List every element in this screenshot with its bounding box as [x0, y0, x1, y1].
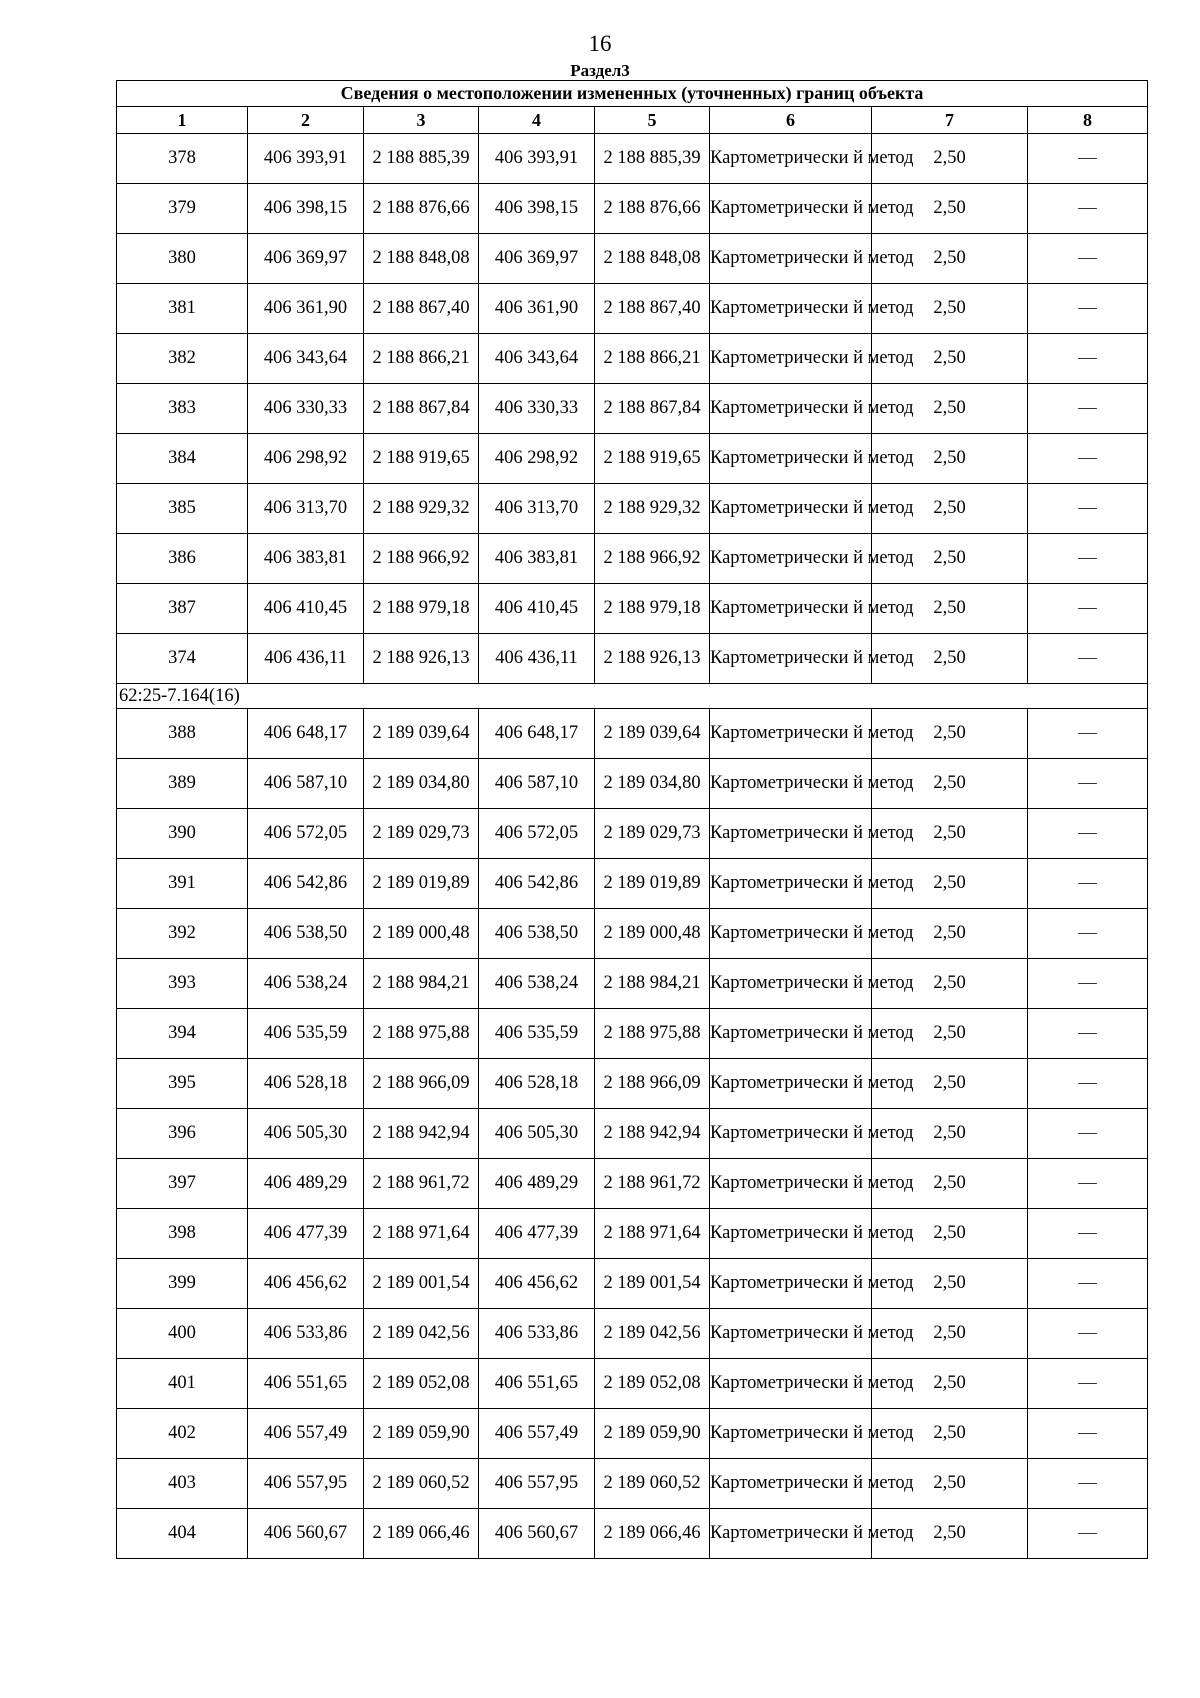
x-existing-cell: 406 330,33	[248, 384, 364, 434]
y-existing-cell: 2 189 066,46	[364, 1509, 479, 1559]
column-number: 6	[710, 107, 872, 134]
table-row	[117, 584, 1148, 634]
y-refined-cell: 2 189 039,64	[595, 709, 710, 759]
point-number-cell: 385	[117, 484, 248, 534]
point-number-cell: 380	[117, 234, 248, 284]
x-existing-cell: 406 477,39	[248, 1209, 364, 1259]
method-cell: Картометрически й метод	[710, 234, 872, 284]
precision-cell: 2,50	[872, 1109, 1028, 1159]
y-existing-cell: 2 188 885,39	[364, 134, 479, 184]
description-cell: —	[1028, 1359, 1148, 1409]
table-row	[117, 284, 1148, 334]
description-cell: —	[1028, 484, 1148, 534]
method-cell: Картометрически й метод	[710, 859, 872, 909]
method-cell: Картометрически й метод	[710, 134, 872, 184]
x-existing-cell: 406 648,17	[248, 709, 364, 759]
x-refined-cell: 406 313,70	[479, 484, 595, 534]
y-refined-cell: 2 188 866,21	[595, 334, 710, 384]
method-cell: Картометрически й метод	[710, 959, 872, 1009]
description-cell: —	[1028, 584, 1148, 634]
column-number: 3	[364, 107, 479, 134]
x-existing-cell: 406 535,59	[248, 1009, 364, 1059]
x-existing-cell: 406 542,86	[248, 859, 364, 909]
description-cell: —	[1028, 1459, 1148, 1509]
precision-cell: 2,50	[872, 334, 1028, 384]
precision-cell: 2,50	[872, 909, 1028, 959]
precision-cell: 2,50	[872, 634, 1028, 684]
x-refined-cell: 406 330,33	[479, 384, 595, 434]
y-existing-cell: 2 188 984,21	[364, 959, 479, 1009]
point-number-cell: 395	[117, 1059, 248, 1109]
table-body	[117, 134, 1148, 1559]
precision-cell: 2,50	[872, 1159, 1028, 1209]
description-cell: —	[1028, 384, 1148, 434]
y-refined-cell: 2 188 984,21	[595, 959, 710, 1009]
point-number-cell: 399	[117, 1259, 248, 1309]
y-refined-cell: 2 188 876,66	[595, 184, 710, 234]
y-refined-cell: 2 188 971,64	[595, 1209, 710, 1259]
page-number: 16	[588, 31, 612, 56]
description-cell: —	[1028, 809, 1148, 859]
precision-cell: 2,50	[872, 1359, 1028, 1409]
x-refined-cell: 406 489,29	[479, 1159, 595, 1209]
x-refined-cell: 406 587,10	[479, 759, 595, 809]
x-existing-cell: 406 557,95	[248, 1459, 364, 1509]
y-refined-cell: 2 189 001,54	[595, 1259, 710, 1309]
x-existing-cell: 406 557,49	[248, 1409, 364, 1459]
precision-cell: 2,50	[872, 434, 1028, 484]
method-cell: Картометрически й метод	[710, 759, 872, 809]
x-refined-cell: 406 343,64	[479, 334, 595, 384]
x-refined-cell: 406 528,18	[479, 1059, 595, 1109]
y-existing-cell: 2 188 966,92	[364, 534, 479, 584]
table-row	[117, 1059, 1148, 1109]
point-number-cell: 381	[117, 284, 248, 334]
method-cell: Картометрически й метод	[710, 1059, 872, 1109]
method-cell: Картометрически й метод	[710, 809, 872, 859]
y-existing-cell: 2 189 059,90	[364, 1409, 479, 1459]
point-number-cell: 386	[117, 534, 248, 584]
method-cell: Картометрически й метод	[710, 909, 872, 959]
x-refined-cell: 406 557,95	[479, 1459, 595, 1509]
precision-cell: 2,50	[872, 1009, 1028, 1059]
point-number-cell: 393	[117, 959, 248, 1009]
y-existing-cell: 2 189 060,52	[364, 1459, 479, 1509]
point-number-cell: 388	[117, 709, 248, 759]
x-refined-cell: 406 361,90	[479, 284, 595, 334]
table-row	[117, 1159, 1148, 1209]
table-row	[117, 484, 1148, 534]
method-cell: Картометрически й метод	[710, 1359, 872, 1409]
x-existing-cell: 406 369,97	[248, 234, 364, 284]
precision-cell: 2,50	[872, 284, 1028, 334]
description-cell: —	[1028, 534, 1148, 584]
precision-cell: 2,50	[872, 584, 1028, 634]
y-refined-cell: 2 188 975,88	[595, 1009, 710, 1059]
description-cell: —	[1028, 184, 1148, 234]
point-number-cell: 397	[117, 1159, 248, 1209]
section-title: Раздел3	[570, 61, 630, 80]
method-cell: Картометрически й метод	[710, 284, 872, 334]
x-existing-cell: 406 343,64	[248, 334, 364, 384]
precision-cell: 2,50	[872, 809, 1028, 859]
table-row	[117, 1109, 1148, 1159]
x-existing-cell: 406 393,91	[248, 134, 364, 184]
y-refined-cell: 2 188 929,32	[595, 484, 710, 534]
description-cell: —	[1028, 334, 1148, 384]
description-cell: —	[1028, 959, 1148, 1009]
y-existing-cell: 2 188 926,13	[364, 634, 479, 684]
y-refined-cell: 2 189 034,80	[595, 759, 710, 809]
description-cell: —	[1028, 1109, 1148, 1159]
y-existing-cell: 2 188 866,21	[364, 334, 479, 384]
precision-cell: 2,50	[872, 1309, 1028, 1359]
table-row	[117, 634, 1148, 684]
precision-cell: 2,50	[872, 959, 1028, 1009]
y-refined-cell: 2 188 966,09	[595, 1059, 710, 1109]
point-number-cell: 403	[117, 1459, 248, 1509]
point-number-cell: 401	[117, 1359, 248, 1409]
precision-cell: 2,50	[872, 1259, 1028, 1309]
y-existing-cell: 2 188 919,65	[364, 434, 479, 484]
precision-cell: 2,50	[872, 1409, 1028, 1459]
x-refined-cell: 406 456,62	[479, 1259, 595, 1309]
description-cell: —	[1028, 909, 1148, 959]
description-cell: —	[1028, 284, 1148, 334]
description-cell: —	[1028, 1159, 1148, 1209]
y-existing-cell: 2 188 876,66	[364, 184, 479, 234]
y-existing-cell: 2 189 029,73	[364, 809, 479, 859]
point-number-cell: 390	[117, 809, 248, 859]
y-existing-cell: 2 189 034,80	[364, 759, 479, 809]
table-row	[117, 384, 1148, 434]
precision-cell: 2,50	[872, 134, 1028, 184]
precision-cell: 2,50	[872, 1459, 1028, 1509]
y-existing-cell: 2 188 867,40	[364, 284, 479, 334]
y-existing-cell: 2 189 052,08	[364, 1359, 479, 1409]
x-existing-cell: 406 298,92	[248, 434, 364, 484]
x-existing-cell: 406 456,62	[248, 1259, 364, 1309]
description-cell: —	[1028, 709, 1148, 759]
description-cell: —	[1028, 859, 1148, 909]
column-number: 4	[479, 107, 595, 134]
description-cell: —	[1028, 1509, 1148, 1559]
x-refined-cell: 406 572,05	[479, 809, 595, 859]
precision-cell: 2,50	[872, 534, 1028, 584]
description-cell: —	[1028, 434, 1148, 484]
precision-cell: 2,50	[872, 1509, 1028, 1559]
column-number: 2	[248, 107, 364, 134]
point-number-cell: 404	[117, 1509, 248, 1559]
table-row	[117, 534, 1148, 584]
y-existing-cell: 2 189 039,64	[364, 709, 479, 759]
y-existing-cell: 2 189 001,54	[364, 1259, 479, 1309]
x-existing-cell: 406 361,90	[248, 284, 364, 334]
y-refined-cell: 2 188 867,40	[595, 284, 710, 334]
y-existing-cell: 2 189 000,48	[364, 909, 479, 959]
y-existing-cell: 2 188 971,64	[364, 1209, 479, 1259]
point-number-cell: 384	[117, 434, 248, 484]
group-label: 62:25-7.164(16)	[117, 684, 1148, 709]
table-row	[117, 334, 1148, 384]
point-number-cell: 382	[117, 334, 248, 384]
method-cell: Картометрически й метод	[710, 1009, 872, 1059]
x-refined-cell: 406 410,45	[479, 584, 595, 634]
x-refined-cell: 406 535,59	[479, 1009, 595, 1059]
table-row	[117, 1359, 1148, 1409]
x-refined-cell: 406 298,92	[479, 434, 595, 484]
description-cell: —	[1028, 1409, 1148, 1459]
table-row	[117, 1009, 1148, 1059]
table-row	[117, 1259, 1148, 1309]
description-cell: —	[1028, 759, 1148, 809]
point-number-cell: 396	[117, 1109, 248, 1159]
description-cell: —	[1028, 234, 1148, 284]
x-refined-cell: 406 477,39	[479, 1209, 595, 1259]
method-cell: Картометрически й метод	[710, 1159, 872, 1209]
description-cell: —	[1028, 1309, 1148, 1359]
table-row	[117, 909, 1148, 959]
table-row	[117, 959, 1148, 1009]
x-existing-cell: 406 528,18	[248, 1059, 364, 1109]
x-existing-cell: 406 398,15	[248, 184, 364, 234]
y-existing-cell: 2 188 975,88	[364, 1009, 479, 1059]
method-cell: Картометрически й метод	[710, 1109, 872, 1159]
description-cell: —	[1028, 1209, 1148, 1259]
table-row	[117, 1209, 1148, 1259]
method-cell: Картометрически й метод	[710, 634, 872, 684]
point-number-cell: 394	[117, 1009, 248, 1059]
x-existing-cell: 406 505,30	[248, 1109, 364, 1159]
y-refined-cell: 2 188 919,65	[595, 434, 710, 484]
x-existing-cell: 406 489,29	[248, 1159, 364, 1209]
y-refined-cell: 2 189 066,46	[595, 1509, 710, 1559]
method-cell: Картометрически й метод	[710, 334, 872, 384]
precision-cell: 2,50	[872, 484, 1028, 534]
y-refined-cell: 2 189 019,89	[595, 859, 710, 909]
method-cell: Картометрически й метод	[710, 1459, 872, 1509]
column-number: 8	[1028, 107, 1148, 134]
description-cell: —	[1028, 1059, 1148, 1109]
table-row	[117, 434, 1148, 484]
x-refined-cell: 406 436,11	[479, 634, 595, 684]
x-existing-cell: 406 572,05	[248, 809, 364, 859]
x-refined-cell: 406 557,49	[479, 1409, 595, 1459]
y-refined-cell: 2 189 029,73	[595, 809, 710, 859]
precision-cell: 2,50	[872, 1059, 1028, 1109]
column-number: 5	[595, 107, 710, 134]
x-refined-cell: 406 551,65	[479, 1359, 595, 1409]
x-refined-cell: 406 505,30	[479, 1109, 595, 1159]
method-cell: Картометрически й метод	[710, 584, 872, 634]
x-refined-cell: 406 369,97	[479, 234, 595, 284]
y-existing-cell: 2 188 929,32	[364, 484, 479, 534]
table-row	[117, 134, 1148, 184]
point-number-cell: 374	[117, 634, 248, 684]
x-refined-cell: 406 393,91	[479, 134, 595, 184]
column-number: 7	[872, 107, 1028, 134]
x-existing-cell: 406 313,70	[248, 484, 364, 534]
x-existing-cell: 406 538,50	[248, 909, 364, 959]
precision-cell: 2,50	[872, 184, 1028, 234]
method-cell: Картометрически й метод	[710, 384, 872, 434]
x-existing-cell: 406 533,86	[248, 1309, 364, 1359]
point-number-cell: 387	[117, 584, 248, 634]
point-number-cell: 400	[117, 1309, 248, 1359]
y-refined-cell: 2 188 867,84	[595, 384, 710, 434]
precision-cell: 2,50	[872, 759, 1028, 809]
precision-cell: 2,50	[872, 234, 1028, 284]
y-refined-cell: 2 188 961,72	[595, 1159, 710, 1209]
method-cell: Картометрически й метод	[710, 1259, 872, 1309]
y-refined-cell: 2 188 926,13	[595, 634, 710, 684]
table-row	[117, 1509, 1148, 1559]
table-row	[117, 809, 1148, 859]
y-existing-cell: 2 188 961,72	[364, 1159, 479, 1209]
x-existing-cell: 406 560,67	[248, 1509, 364, 1559]
point-number-cell: 383	[117, 384, 248, 434]
x-refined-cell: 406 648,17	[479, 709, 595, 759]
precision-cell: 2,50	[872, 859, 1028, 909]
table-row	[117, 184, 1148, 234]
description-cell: —	[1028, 634, 1148, 684]
y-refined-cell: 2 189 052,08	[595, 1359, 710, 1409]
point-number-cell: 379	[117, 184, 248, 234]
x-existing-cell: 406 436,11	[248, 634, 364, 684]
description-cell: —	[1028, 1009, 1148, 1059]
point-number-cell: 378	[117, 134, 248, 184]
y-existing-cell: 2 188 979,18	[364, 584, 479, 634]
method-cell: Картометрически й метод	[710, 1409, 872, 1459]
description-cell: —	[1028, 134, 1148, 184]
x-existing-cell: 406 538,24	[248, 959, 364, 1009]
y-refined-cell: 2 188 942,94	[595, 1109, 710, 1159]
group-label-row	[117, 684, 1148, 709]
boundary-coordinates-table	[116, 80, 1148, 1559]
table-row	[117, 234, 1148, 284]
x-existing-cell: 406 551,65	[248, 1359, 364, 1409]
table-row	[117, 1309, 1148, 1359]
y-existing-cell: 2 188 848,08	[364, 234, 479, 284]
table-caption: Сведения о местоположении измененных (уточненных) границ объекта	[117, 81, 1148, 107]
table-row	[117, 759, 1148, 809]
x-existing-cell: 406 410,45	[248, 584, 364, 634]
x-existing-cell: 406 587,10	[248, 759, 364, 809]
y-refined-cell: 2 188 885,39	[595, 134, 710, 184]
x-refined-cell: 406 383,81	[479, 534, 595, 584]
table-row	[117, 709, 1148, 759]
y-refined-cell: 2 188 848,08	[595, 234, 710, 284]
x-refined-cell: 406 560,67	[479, 1509, 595, 1559]
method-cell: Картометрически й метод	[710, 1309, 872, 1359]
method-cell: Картометрически й метод	[710, 184, 872, 234]
precision-cell: 2,50	[872, 1209, 1028, 1259]
y-existing-cell: 2 188 942,94	[364, 1109, 479, 1159]
method-cell: Картометрически й метод	[710, 1509, 872, 1559]
column-number: 1	[117, 107, 248, 134]
table-row	[117, 1459, 1148, 1509]
description-cell: —	[1028, 1259, 1148, 1309]
x-refined-cell: 406 538,50	[479, 909, 595, 959]
table-row	[117, 1409, 1148, 1459]
y-refined-cell: 2 189 000,48	[595, 909, 710, 959]
point-number-cell: 402	[117, 1409, 248, 1459]
x-refined-cell: 406 398,15	[479, 184, 595, 234]
point-number-cell: 392	[117, 909, 248, 959]
y-refined-cell: 2 189 060,52	[595, 1459, 710, 1509]
x-refined-cell: 406 533,86	[479, 1309, 595, 1359]
x-refined-cell: 406 542,86	[479, 859, 595, 909]
y-existing-cell: 2 189 042,56	[364, 1309, 479, 1359]
precision-cell: 2,50	[872, 384, 1028, 434]
method-cell: Картометрически й метод	[710, 484, 872, 534]
method-cell: Картометрически й метод	[710, 709, 872, 759]
method-cell: Картометрически й метод	[710, 534, 872, 584]
y-existing-cell: 2 188 966,09	[364, 1059, 479, 1109]
y-refined-cell: 2 189 059,90	[595, 1409, 710, 1459]
precision-cell: 2,50	[872, 709, 1028, 759]
y-refined-cell: 2 188 966,92	[595, 534, 710, 584]
y-refined-cell: 2 188 979,18	[595, 584, 710, 634]
point-number-cell: 389	[117, 759, 248, 809]
method-cell: Картометрически й метод	[710, 434, 872, 484]
y-refined-cell: 2 189 042,56	[595, 1309, 710, 1359]
x-refined-cell: 406 538,24	[479, 959, 595, 1009]
method-cell: Картометрически й метод	[710, 1209, 872, 1259]
point-number-cell: 391	[117, 859, 248, 909]
point-number-cell: 398	[117, 1209, 248, 1259]
table-row	[117, 859, 1148, 909]
y-existing-cell: 2 188 867,84	[364, 384, 479, 434]
y-existing-cell: 2 189 019,89	[364, 859, 479, 909]
column-number-row	[117, 107, 1148, 134]
x-existing-cell: 406 383,81	[248, 534, 364, 584]
